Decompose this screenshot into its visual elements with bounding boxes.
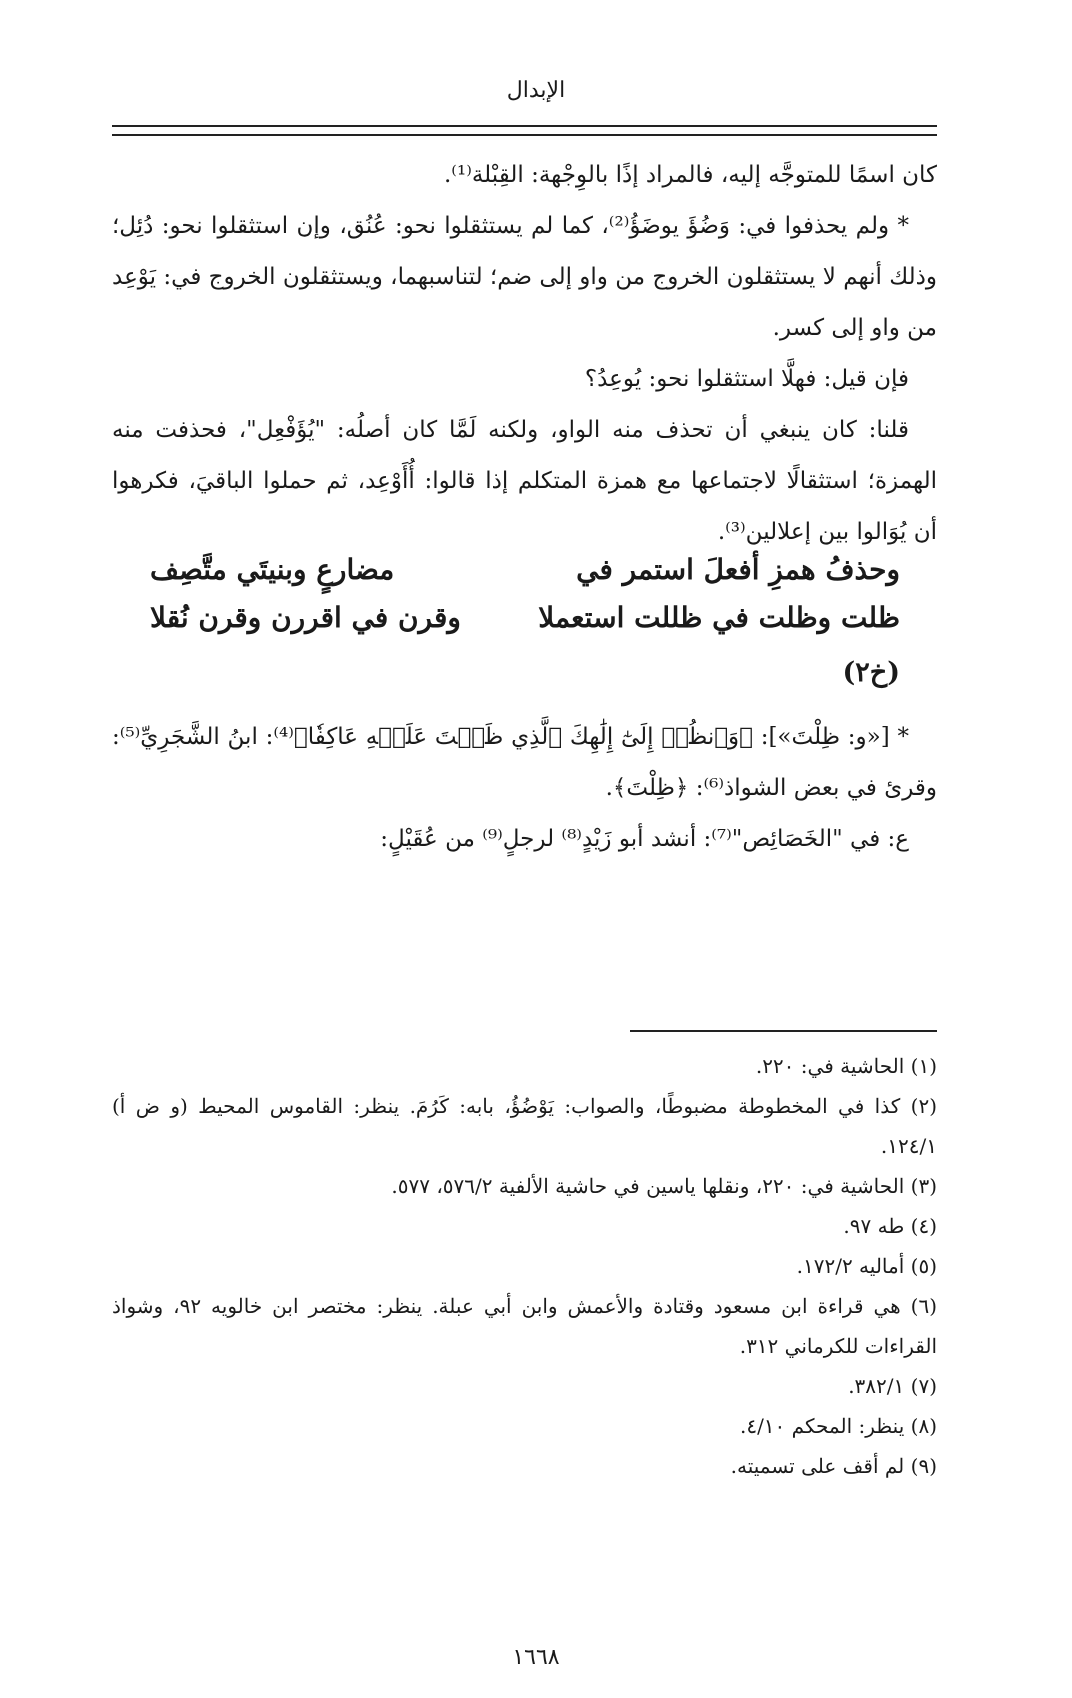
paragraph: ع: في "الخَصَائِص"⁽⁷⁾: أنشد أبو زَيْدٍ⁽⁸⁾ لرجلٍ⁽⁹⁾ من عُقَيْلٍ: [380, 826, 909, 852]
footnote: (٧) ٣٨٢/١. [848, 1374, 937, 1398]
footnote: (٩) لم أقف على تسميته. [730, 1454, 937, 1478]
footnote: (٢) كذا في المخطوطة مضبوطًا، والصواب: يَوْضُؤُ، بابه: كَرُمَ. ينظر: القاموس المحيط (و ض أ) ١٢٤/١. [112, 1094, 937, 1158]
verse-hemistich-first: ظلت وظلت في ظللت استعملا [538, 601, 900, 634]
page-number: ١٦٦٨ [512, 1645, 560, 1670]
footnote: (٥) أماليه ١٧٢/٢. [796, 1254, 937, 1278]
verse-hemistich-second: مضارعٍ وبنيتَي متَّصِف [150, 553, 395, 586]
verse-hemistich-first: وحذفُ همزِ أفعلَ استمر في [576, 553, 900, 586]
paragraph: فإن قيل: فهلَّا استثقلوا نحو: يُوعِدُ؟ [584, 366, 909, 392]
verse-hemistich-second: وقرن في اقررن وقرن نُقلا [150, 601, 461, 634]
verse-line [150, 601, 900, 641]
header-rule-bottom [112, 134, 937, 136]
footnotes [112, 1046, 937, 1486]
main-text [112, 150, 937, 558]
footnote-separator [630, 1030, 937, 1032]
running-header: الإبدال [506, 78, 566, 103]
verse-line [150, 553, 900, 593]
paragraph: قلنا: كان ينبغي أن تحذف منه الواو، ولكنه لَمَّا كان أصلُه: "يُؤَفْعِل"، فحذفت منه الهمزة؛ استثقالًا لاجتماعها مع همزة المتكلم إذا قالوا: أُأَوْعِد، ثم حملوا الباقيَ، فكرهوا أن يُوَالوا بين إعلالين⁽³⁾. [112, 417, 937, 545]
footnote: (٤) طه ٩٧. [843, 1214, 937, 1238]
footnote: (٣) الحاشية في: ٢٢٠، ونقلها ياسين في حاشية الألفية ٥٧٦/٢، ٥٧٧. [391, 1174, 937, 1198]
footnote: (٨) ينظر: المحكم ٤/١٠. [739, 1414, 937, 1438]
paragraph: * [«و: ظِلْتَ»]: ﴿وَٱنظُرۡ إِلَىٰٓ إِلَٰهِكَ ٱلَّذِي ظَلۡتَ عَلَيۡهِ عَاكِفٗا﴾⁽⁴⁾: ابنُ الشَّجَرِيِّ⁽⁵⁾: وقرئ في بعض الشواذ⁽⁶⁾: ﴿ظِلْتَ﴾. [112, 724, 937, 801]
main-text-continued [112, 712, 937, 865]
paragraph: * ولم يحذفوا في: وَضُؤَ يوضَؤُ⁽²⁾، كما لم يستثقلوا نحو: عُنُق، وإن استثقلوا نحو: دُئِل؛ وذلك أنهم لا يستثقلون الخروج من واو إلى ضم؛ لتناسبهما، ويستثقلون الخروج في: يَوْعِد من واو إلى كسر. [112, 213, 937, 341]
paragraph: كان اسمًا للمتوجَّه إليه، فالمراد إذًا بالوِجْهة: القِبْلة⁽¹⁾. [444, 162, 937, 188]
header-rule-top [112, 125, 937, 127]
footnote: (٦) هي قراءة ابن مسعود وقتادة والأعمش وابن أبي عبلة. ينظر: مختصر ابن خالويه ٩٢، وشواذ القراءات للكرماني ٣١٢. [112, 1294, 937, 1358]
manuscript-marker: (خ٢) [842, 657, 900, 688]
footnote: (١) الحاشية في: ٢٢٠. [755, 1054, 937, 1078]
